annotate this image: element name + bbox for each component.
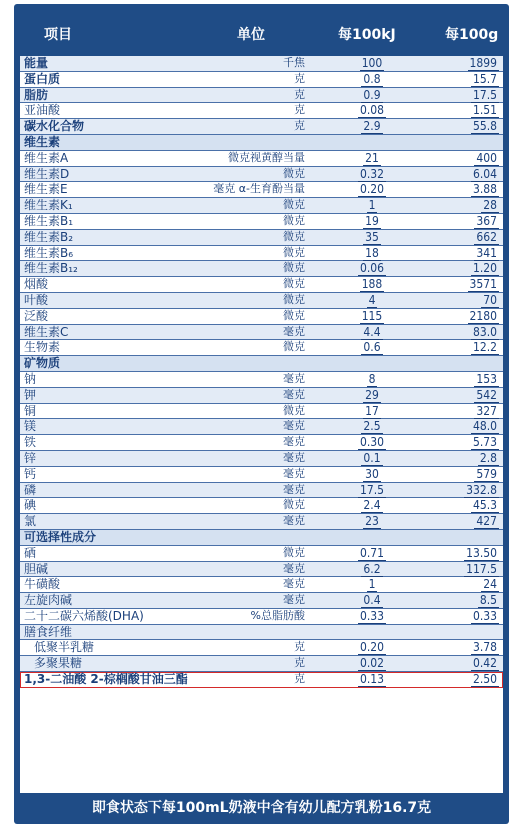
- nutrient-unit: 毫克: [283, 435, 305, 449]
- value-per-100kj-text: 0.13: [359, 672, 385, 687]
- value-per-100g-text: 341: [476, 245, 497, 260]
- value-per-100kj: [340, 640, 404, 655]
- value-per-100g: [435, 325, 499, 340]
- value-per-100g-text: 2.8: [479, 450, 497, 465]
- nutrient-name: 铜: [24, 403, 37, 418]
- value-per-100g: [435, 514, 499, 529]
- value-per-100kj: [340, 435, 404, 450]
- nutrient-unit: 微克: [283, 292, 305, 306]
- value-per-100kj: [340, 577, 404, 592]
- table-row: [20, 451, 503, 467]
- nutrient-unit: 微克: [283, 166, 305, 180]
- table-row: [20, 483, 503, 499]
- value-per-100g: [435, 404, 499, 419]
- value-per-100kj: [340, 325, 404, 340]
- value-per-100g: [435, 119, 499, 134]
- value-per-100g: [435, 151, 499, 166]
- table-row: [20, 167, 503, 183]
- value-per-100g: [435, 451, 499, 466]
- header-per-100kj: 每100kJ: [338, 27, 396, 43]
- value-per-100kj: [340, 593, 404, 608]
- nutrient-unit: 毫克: [283, 593, 305, 607]
- value-per-100kj-text: 23: [365, 514, 379, 529]
- table-row: [20, 388, 503, 404]
- value-per-100g-text: 427: [476, 514, 497, 529]
- value-per-100g: [435, 483, 499, 498]
- nutrient-unit: 微克: [283, 261, 305, 275]
- value-per-100kj-text: 8: [368, 371, 376, 386]
- value-per-100g: [435, 246, 499, 261]
- value-per-100g-text: 1.20: [472, 261, 497, 276]
- table-row: [20, 498, 503, 514]
- value-per-100kj-text: 1: [368, 198, 376, 213]
- table-row: [20, 404, 503, 420]
- value-per-100g: [435, 498, 499, 513]
- table-row: [20, 261, 503, 277]
- value-per-100g: [435, 419, 499, 434]
- value-per-100g: [435, 277, 499, 292]
- header-per-100g: 每100g: [445, 27, 499, 43]
- nutrient-name: 维生素B₁: [24, 213, 74, 228]
- value-per-100g-text: 1899: [469, 56, 497, 70]
- value-per-100kj-text: 0.71: [359, 545, 385, 560]
- value-per-100g-text: 28: [483, 198, 497, 213]
- value-per-100g-text: 70: [483, 292, 497, 307]
- value-per-100kj: [340, 293, 404, 308]
- table-row: [20, 419, 503, 435]
- value-per-100kj: [340, 167, 404, 182]
- value-per-100kj-text: 0.1: [363, 450, 381, 465]
- value-per-100kj-text: 0.32: [359, 166, 385, 181]
- table-row: [20, 56, 503, 72]
- nutrient-unit: 毫克: [283, 482, 305, 496]
- nutrient-unit: 微克: [283, 277, 305, 291]
- nutrition-table: [20, 56, 503, 793]
- value-per-100kj: [340, 388, 404, 403]
- nutrient-name: 牛磺酸: [24, 577, 61, 592]
- nutrient-name: 叶酸: [24, 292, 49, 307]
- value-per-100g-text: 83.0: [472, 324, 497, 339]
- nutrient-name: 维生素K₁: [24, 198, 73, 213]
- nutrient-name: 能量: [24, 56, 49, 70]
- value-per-100kj-text: 2.9: [363, 119, 381, 134]
- nutrient-name: 膳食纤维: [24, 624, 73, 639]
- value-per-100kj-text: 17: [365, 403, 379, 418]
- value-per-100g: [435, 388, 499, 403]
- value-per-100kj: [340, 198, 404, 213]
- table-row: [20, 198, 503, 214]
- nutrient-unit: 微克视黄醇当量: [228, 150, 305, 164]
- nutrient-name: 钾: [24, 387, 37, 402]
- table-row: [20, 72, 503, 88]
- value-per-100g: [435, 640, 499, 655]
- value-per-100kj: [340, 546, 404, 561]
- table-row: [20, 562, 503, 578]
- value-per-100kj-text: 0.8: [363, 71, 381, 86]
- nutrient-unit: 克: [294, 119, 305, 133]
- table-row: [20, 514, 503, 530]
- table-row: [20, 230, 503, 246]
- table-row: [20, 214, 503, 230]
- value-per-100g: [435, 609, 499, 624]
- nutrient-name: 维生素B₂: [24, 229, 74, 244]
- value-per-100g-text: 662: [476, 229, 497, 244]
- value-per-100kj-text: 4.4: [363, 324, 381, 339]
- value-per-100g: [435, 546, 499, 561]
- value-per-100kj: [340, 246, 404, 261]
- nutrient-name: 多聚果糖: [34, 656, 83, 671]
- value-per-100g-text: 48.0: [472, 419, 497, 434]
- value-per-100kj-text: 6.2: [363, 561, 381, 576]
- value-per-100kj-text: 0.30: [359, 435, 385, 450]
- value-per-100g-text: 327: [476, 403, 497, 418]
- value-per-100g-text: 3.78: [472, 640, 497, 655]
- nutrient-name: 维生素B₆: [24, 245, 74, 260]
- value-per-100g-text: 1.51: [472, 103, 497, 118]
- value-per-100kj: [340, 562, 404, 577]
- nutrient-name: 左旋肉碱: [24, 593, 73, 608]
- nutrient-unit: 克: [294, 103, 305, 117]
- value-per-100kj-text: 2.4: [363, 498, 381, 513]
- table-row: [20, 340, 503, 356]
- value-per-100kj: [340, 309, 404, 324]
- value-per-100kj-text: 2.5: [363, 419, 381, 434]
- nutrient-unit: 微克: [283, 198, 305, 212]
- table-row: [20, 546, 503, 562]
- nutrient-unit: 毫克: [283, 450, 305, 464]
- nutrient-name: 维生素A: [24, 150, 69, 165]
- nutrient-unit: 克: [294, 672, 305, 686]
- value-per-100g-text: 24: [483, 577, 497, 592]
- nutrient-unit: 毫克: [283, 419, 305, 433]
- table-row: [20, 151, 503, 167]
- value-per-100kj-text: 100: [361, 56, 383, 70]
- table-row: [20, 672, 503, 688]
- nutrient-unit: 千焦: [283, 56, 305, 69]
- value-per-100kj-text: 0.02: [359, 656, 385, 671]
- value-per-100kj-text: 0.06: [359, 261, 385, 276]
- value-per-100kj-text: 0.33: [359, 608, 385, 623]
- header-item: 项目: [44, 27, 72, 43]
- value-per-100kj: [340, 419, 404, 434]
- nutrient-unit: %总脂肪酸: [250, 608, 305, 622]
- value-per-100g-text: 8.5: [479, 593, 497, 608]
- nutrient-unit: 微克: [283, 229, 305, 243]
- value-per-100g: [435, 672, 499, 687]
- value-per-100g-text: 400: [476, 150, 497, 165]
- value-per-100kj: [340, 672, 404, 687]
- nutrient-unit: 微克: [283, 213, 305, 227]
- table-row: [20, 467, 503, 483]
- value-per-100kj: [340, 72, 404, 87]
- value-per-100g: [435, 103, 499, 118]
- table-row: [20, 435, 503, 451]
- nutrient-name: 泛酸: [24, 308, 49, 323]
- value-per-100g: [435, 340, 499, 355]
- nutrient-name: 锌: [24, 450, 37, 465]
- value-per-100kj: [340, 451, 404, 466]
- value-per-100g: [435, 56, 499, 71]
- nutrient-name: 二十二碳六烯酸(DHA): [24, 608, 144, 623]
- nutrient-unit: 微克: [283, 308, 305, 322]
- nutrient-name: 烟酸: [24, 277, 49, 292]
- nutrient-name: 低聚半乳糖: [34, 640, 95, 655]
- value-per-100kj: [340, 182, 404, 197]
- value-per-100g-text: 3571: [469, 277, 497, 292]
- table-row: [20, 119, 503, 135]
- value-per-100g-text: 13.50: [466, 545, 497, 560]
- nutrient-name: 1,3-二油酸 2-棕榈酸甘油三酯: [24, 672, 188, 687]
- table-footer-note: 即食状态下每100mL奶液中含有幼儿配方乳粉16.7克: [91, 800, 432, 816]
- value-per-100g-text: 0.33: [472, 608, 497, 623]
- table-section-row: [20, 530, 503, 546]
- nutrient-name: 可选择性成分: [24, 529, 97, 544]
- nutrient-name: 生物素: [24, 340, 61, 355]
- value-per-100kj: [340, 340, 404, 355]
- nutrient-name: 蛋白质: [24, 71, 61, 86]
- table-row: [20, 277, 503, 293]
- nutrient-name: 硒: [24, 545, 37, 560]
- value-per-100kj: [340, 483, 404, 498]
- table-row: [20, 625, 503, 641]
- table-row: [20, 640, 503, 656]
- value-per-100kj: [340, 514, 404, 529]
- table-row: [20, 88, 503, 104]
- value-per-100kj-text: 18: [365, 245, 379, 260]
- value-per-100g: [435, 261, 499, 276]
- table-row: [20, 246, 503, 262]
- value-per-100kj-text: 0.4: [363, 593, 381, 608]
- nutrient-unit: 微克: [283, 498, 305, 512]
- value-per-100kj-text: 19: [365, 213, 379, 228]
- nutrient-name: 钠: [24, 371, 37, 386]
- value-per-100kj-text: 30: [365, 466, 379, 481]
- value-per-100kj-text: 188: [361, 277, 383, 292]
- value-per-100kj: [340, 88, 404, 103]
- table-row: [20, 182, 503, 198]
- nutrient-name: 亚油酸: [24, 103, 61, 118]
- table-header: [20, 16, 503, 50]
- value-per-100kj: [340, 103, 404, 118]
- value-per-100g: [435, 309, 499, 324]
- nutrient-unit: 微克: [283, 545, 305, 559]
- nutrient-unit: 毫克: [283, 371, 305, 385]
- value-per-100g: [435, 167, 499, 182]
- nutrient-name: 碘: [24, 498, 37, 513]
- table-row: [20, 577, 503, 593]
- value-per-100kj: [340, 404, 404, 419]
- nutrient-name: 维生素B₁₂: [24, 261, 78, 276]
- nutrient-unit: 微克: [283, 340, 305, 354]
- value-per-100g-text: 2.50: [472, 672, 497, 687]
- value-per-100kj-text: 21: [365, 150, 379, 165]
- nutrient-name: 磷: [24, 482, 37, 497]
- value-per-100kj-text: 0.9: [363, 87, 381, 102]
- value-per-100g-text: 5.73: [472, 435, 497, 450]
- value-per-100g: [435, 372, 499, 387]
- value-per-100g: [435, 577, 499, 592]
- nutrient-unit: 毫克: [283, 514, 305, 528]
- header-unit: 单位: [237, 27, 265, 43]
- table-row: [20, 593, 503, 609]
- value-per-100g-text: 12.2: [472, 340, 497, 355]
- nutrient-unit: 毫克: [283, 387, 305, 401]
- nutrient-unit: 毫克: [283, 466, 305, 480]
- value-per-100g-text: 3.88: [472, 182, 497, 197]
- value-per-100kj-text: 35: [365, 229, 379, 244]
- nutrient-name: 维生素: [24, 134, 61, 149]
- value-per-100g: [435, 593, 499, 608]
- value-per-100kj: [340, 56, 404, 71]
- value-per-100kj: [340, 498, 404, 513]
- value-per-100kj: [340, 214, 404, 229]
- table-section-row: [20, 135, 503, 151]
- nutrient-unit: 微克: [283, 245, 305, 259]
- value-per-100g-text: 0.42: [472, 656, 497, 671]
- nutrient-unit: 克: [294, 656, 305, 670]
- table-row: [20, 293, 503, 309]
- value-per-100kj: [340, 230, 404, 245]
- value-per-100g: [435, 88, 499, 103]
- value-per-100g: [435, 72, 499, 87]
- nutrient-unit: 毫克: [283, 324, 305, 338]
- nutrient-name: 钙: [24, 466, 37, 481]
- nutrient-name: 脂肪: [24, 87, 49, 102]
- table-row: [20, 325, 503, 341]
- value-per-100g: [435, 182, 499, 197]
- nutrient-name: 维生素C: [24, 324, 69, 339]
- value-per-100kj-text: 29: [365, 387, 379, 402]
- value-per-100g-text: 542: [476, 387, 497, 402]
- nutrient-unit: 毫克: [283, 561, 305, 575]
- value-per-100kj: [340, 372, 404, 387]
- value-per-100g: [435, 467, 499, 482]
- value-per-100g: [435, 293, 499, 308]
- value-per-100kj: [340, 467, 404, 482]
- table-row: [20, 309, 503, 325]
- nutrient-name: 铁: [24, 435, 37, 450]
- value-per-100kj-text: 115: [361, 308, 383, 323]
- value-per-100kj-text: 1: [368, 577, 376, 592]
- value-per-100kj-text: 0.08: [359, 103, 385, 118]
- nutrient-unit: 毫克: [283, 577, 305, 591]
- value-per-100kj: [340, 151, 404, 166]
- value-per-100g-text: 332.8: [466, 482, 497, 497]
- nutrient-unit: 微克: [283, 403, 305, 417]
- value-per-100g-text: 15.7: [472, 71, 497, 86]
- value-per-100kj: [340, 119, 404, 134]
- value-per-100kj: [340, 656, 404, 671]
- nutrient-name: 矿物质: [24, 356, 61, 371]
- value-per-100g-text: 117.5: [466, 561, 497, 576]
- value-per-100kj: [340, 277, 404, 292]
- value-per-100g-text: 55.8: [472, 119, 497, 134]
- value-per-100g-text: 579: [476, 466, 497, 481]
- nutrient-name: 镁: [24, 419, 37, 434]
- nutrient-name: 氯: [24, 514, 37, 529]
- nutrient-name: 胆碱: [24, 561, 49, 576]
- value-per-100g-text: 6.04: [472, 166, 497, 181]
- value-per-100g-text: 17.5: [472, 87, 497, 102]
- value-per-100kj: [340, 261, 404, 276]
- value-per-100g: [435, 656, 499, 671]
- table-row: [20, 609, 503, 625]
- value-per-100kj-text: 4: [368, 292, 376, 307]
- value-per-100g: [435, 435, 499, 450]
- nutrient-name: 碳水化合物: [24, 119, 85, 134]
- nutrient-name: 维生素D: [24, 166, 70, 181]
- value-per-100g: [435, 198, 499, 213]
- table-row: [20, 656, 503, 672]
- value-per-100g-text: 153: [476, 371, 497, 386]
- nutrient-unit: 克: [294, 71, 305, 85]
- value-per-100kj-text: 0.6: [363, 340, 381, 355]
- table-row: [20, 372, 503, 388]
- value-per-100g-text: 45.3: [472, 498, 497, 513]
- value-per-100kj: [340, 609, 404, 624]
- value-per-100kj-text: 0.20: [359, 182, 385, 197]
- value-per-100g: [435, 230, 499, 245]
- nutrient-unit: 毫克 α-生育酚当量: [213, 182, 305, 196]
- table-section-row: [20, 356, 503, 372]
- value-per-100g: [435, 214, 499, 229]
- value-per-100g: [435, 562, 499, 577]
- nutrient-unit: 克: [294, 640, 305, 654]
- table-row: [20, 103, 503, 119]
- value-per-100kj-text: 17.5: [359, 482, 385, 497]
- value-per-100g-text: 367: [476, 213, 497, 228]
- nutrient-unit: 克: [294, 87, 305, 101]
- value-per-100g-text: 2180: [469, 308, 497, 323]
- value-per-100kj-text: 0.20: [359, 640, 385, 655]
- nutrient-name: 维生素E: [24, 182, 68, 197]
